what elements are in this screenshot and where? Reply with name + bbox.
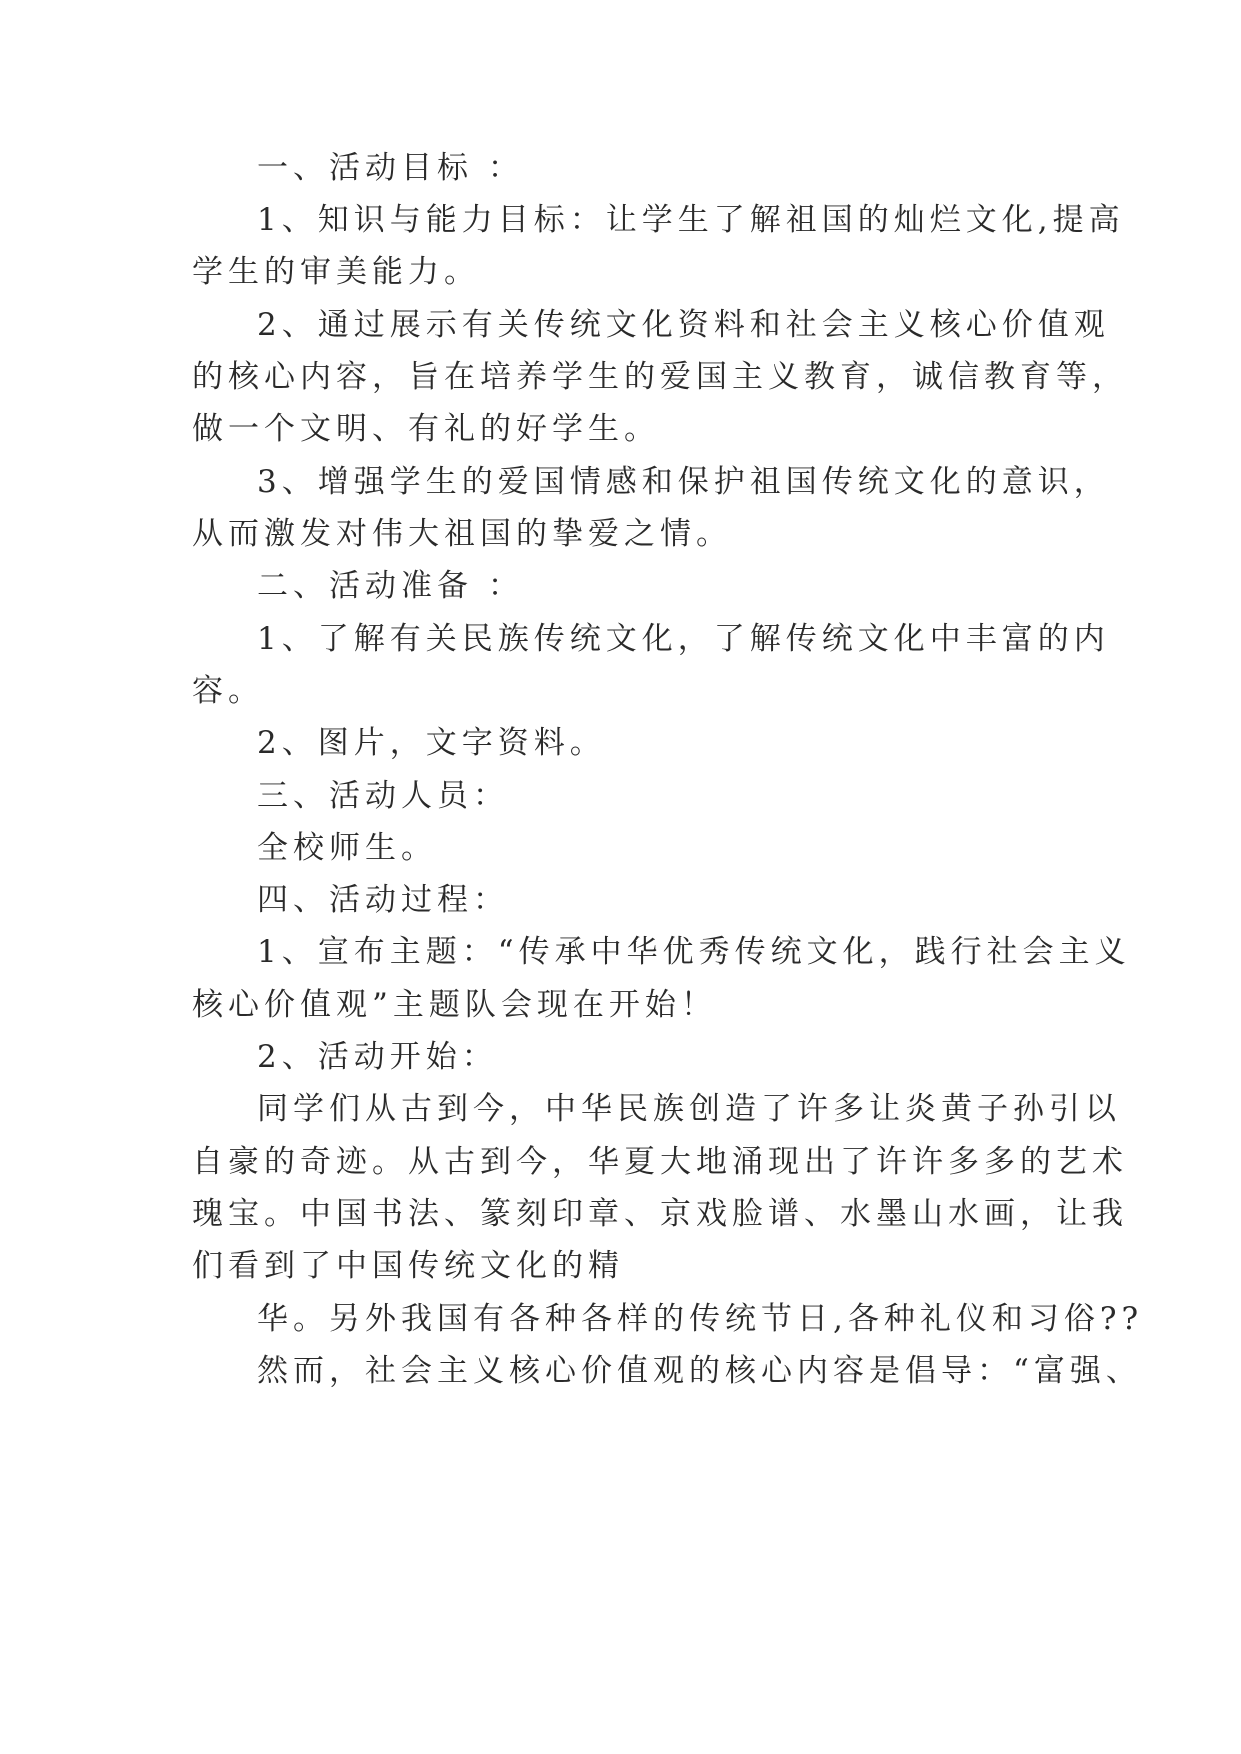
heading-activity-preparation: 二、活动准备 ： xyxy=(257,568,524,604)
heading-activity-personnel: 三、活动人员： xyxy=(257,778,509,814)
paragraph-line: 全校师生。 xyxy=(257,830,437,866)
paragraph-line: 3、增强学生的爱国情感和保护祖国传统文化的意识， xyxy=(257,464,1110,500)
paragraph-line: 做一个文明、有礼的好学生。 xyxy=(192,411,660,447)
heading-activity-process: 四、活动过程： xyxy=(257,882,509,918)
paragraph-line: 容。 xyxy=(192,673,264,709)
paragraph-line: 1、知识与能力目标：让学生了解祖国的灿烂文化,提高 xyxy=(257,202,1125,238)
paragraph-line: 核心价值观”主题队会现在开始！ xyxy=(192,987,717,1023)
paragraph-line: 1、宣布主题：“传承中华优秀传统文化，践行社会主义 xyxy=(257,934,1131,970)
paragraph-line: 华。另外我国有各种各样的传统节日,各种礼仪和习俗?? xyxy=(257,1301,1144,1337)
paragraph-line: 然而，社会主义核心价值观的核心内容是倡导：“富强、 xyxy=(257,1353,1142,1389)
paragraph-line: 2、活动开始： xyxy=(257,1039,498,1075)
paragraph-line: 同学们从古到今，中华民族创造了许多让炎黄子孙引以 xyxy=(257,1091,1121,1127)
paragraph-line: 学生的审美能力。 xyxy=(192,254,480,290)
paragraph-line: 2、图片，文字资料。 xyxy=(257,725,606,761)
heading-activity-goals: 一、活动目标 ： xyxy=(257,150,524,186)
paragraph-line: 们看到了中国传统文化的精 xyxy=(192,1248,624,1284)
paragraph-line: 从而激发对伟大祖国的挚爱之情。 xyxy=(192,516,732,552)
paragraph-line: 自豪的奇迹。从古到今，华夏大地涌现出了许许多多的艺术 xyxy=(192,1144,1128,1180)
paragraph-line: 1、了解有关民族传统文化，了解传统文化中丰富的内 xyxy=(257,621,1110,657)
paragraph-line: 瑰宝。中国书法、篆刻印章、京戏脸谱、水墨山水画，让我 xyxy=(192,1196,1128,1232)
paragraph-line: 的核心内容，旨在培养学生的爱国主义教育，诚信教育等， xyxy=(192,359,1128,395)
paragraph-line: 2、通过展示有关传统文化资料和社会主义核心价值观 xyxy=(257,307,1110,343)
